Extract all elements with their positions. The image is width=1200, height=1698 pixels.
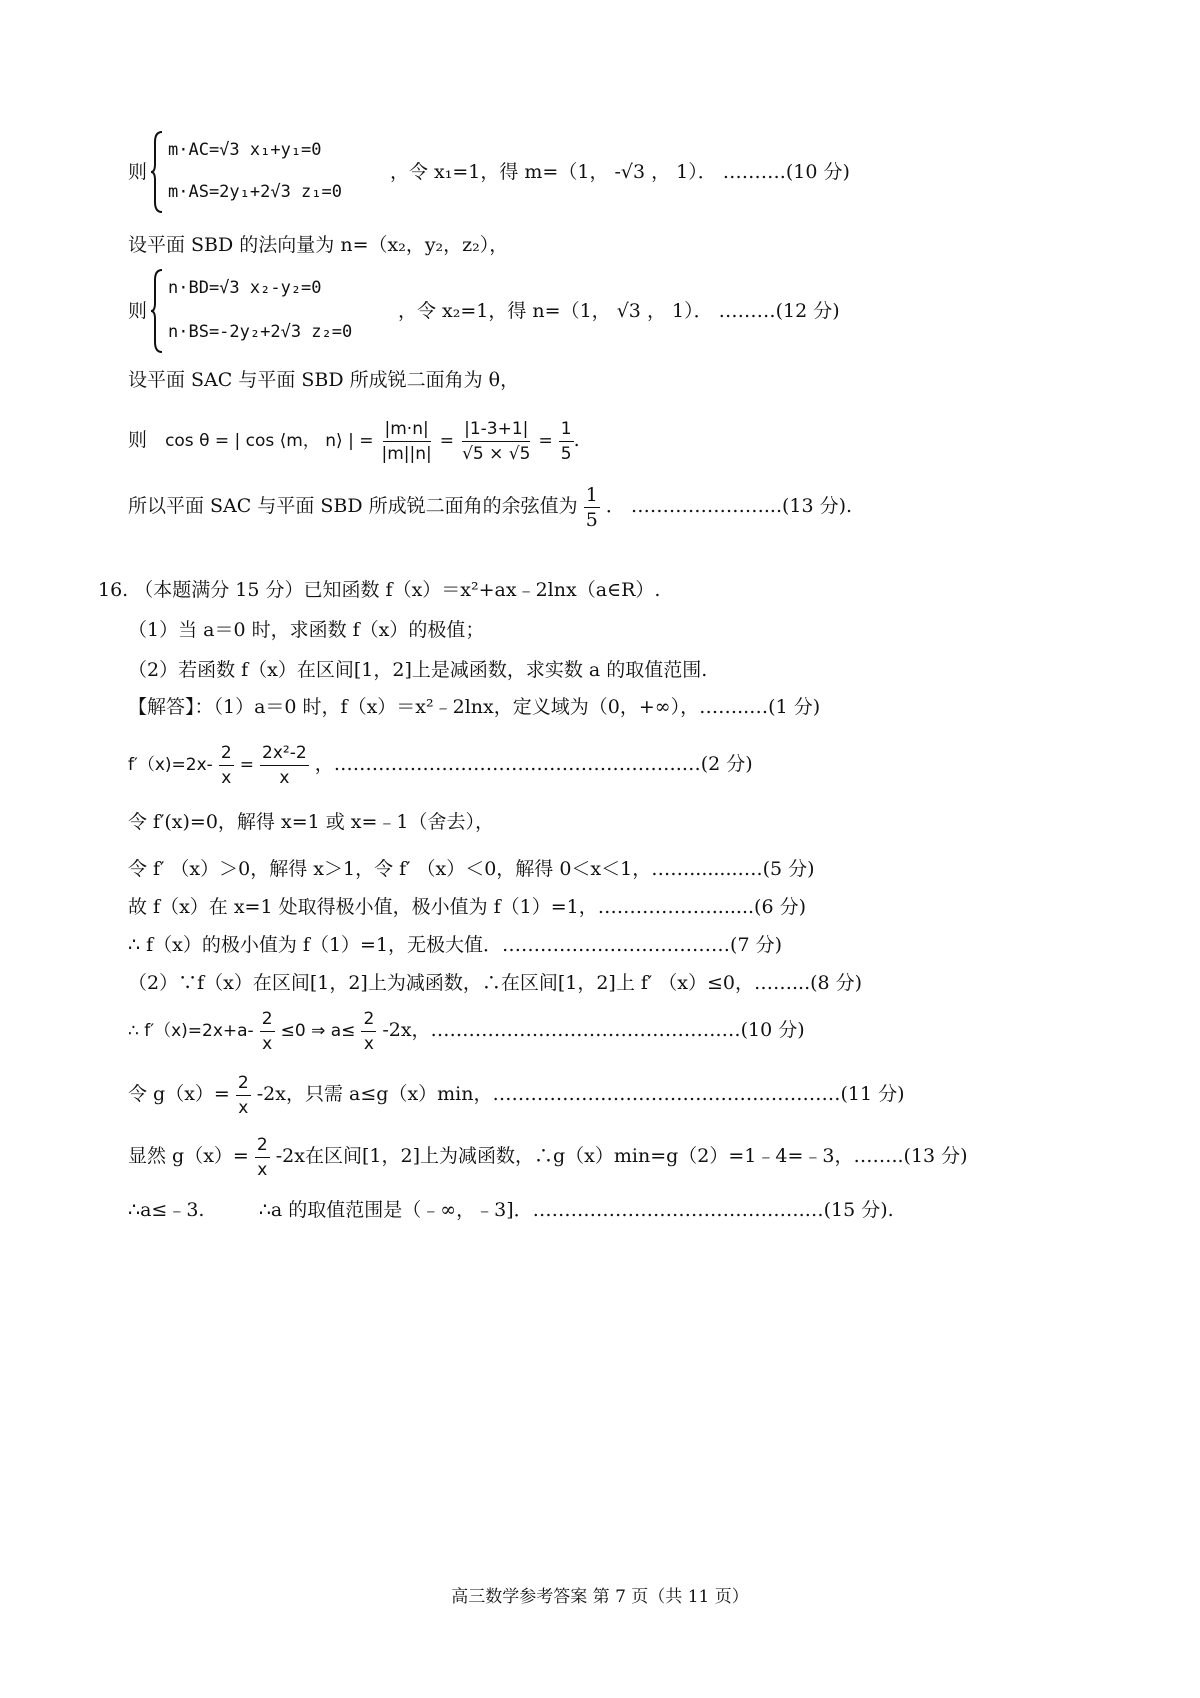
equation-m-as: m·AS=2y₁+2√3 z₁=0: [168, 182, 342, 202]
left-brace-icon: [150, 130, 164, 214]
line-2-points: ，……………………………………………….…(2 分): [314, 753, 753, 775]
answer-line-7: ∴ f（x）的极小值为 f（1）=1，无极大值．………………………………(7 分): [128, 934, 782, 956]
answer-line-8: （2）∵f（x）在区间[1，2]上为减函数，∴在区间[1，2]上 f′ （x）≤0，……...(8 分): [128, 972, 863, 994]
answer-line-5: 令 f′ （x）＞0，解得 x＞1，令 f′ （x）＜0，解得 0＜x＜1，……........….(5 分): [128, 858, 815, 880]
fraction-denominator: 5: [585, 508, 598, 531]
line-11-points: -2x，只需 a≤g（x）min，…………………………………….…………(11 分): [256, 1083, 905, 1105]
cos-theta-formula: 则 cos θ = | cos ⟨m， n⟩ | = $\frac{|m\cdot n|}{|m||n|}$ = $\frac{|1-3+1|}{√5 \times √5}$ = $\frac{1}{5}$ .: [128, 418, 580, 464]
question-16-part-1: （1）当 a＝0 时，求函数 f（x）的极值；: [128, 619, 485, 641]
left-brace-icon: [150, 268, 164, 354]
answer-derivative: [128, 736, 753, 793]
fraction-2x2-minus-2: [260, 741, 309, 790]
line-12-points: ，令 x₂=1，得 n=（1， √3 ， 1）． ………(12 分): [398, 300, 840, 322]
fraction-denominator: 5: [560, 443, 572, 464]
fraction-numerator: 2: [260, 1007, 275, 1032]
fraction-denominator: |m||n|: [381, 443, 432, 464]
line-13b-points: -2x在区间[1，2]上为减函数，∴g（x）min=g（2）=1﹣4=﹣3，……..(13 分): [275, 1145, 968, 1167]
equation-system-m: [150, 130, 380, 214]
fraction-numerator: 1: [559, 417, 574, 442]
fraction-2-over-x: [219, 741, 234, 790]
answer-line-6: 故 f（x）在 x=1 处取得极小值，极小值为 f（1）=1，……………….......(6 分): [128, 896, 806, 918]
g-obvious: 显然 g（x）=: [128, 1145, 249, 1167]
fraction-2-over-x: [236, 1071, 251, 1120]
line-angle-theta: 设平面 SAC 与平面 SBD 所成锐二面角为 θ，: [128, 369, 520, 391]
fraction-values: [460, 417, 532, 466]
fraction-numerator: 2: [361, 1007, 376, 1032]
fraction-numerator: |m·n|: [383, 417, 431, 442]
fraction-numerator: 2: [236, 1071, 251, 1096]
equals-sign: =: [239, 755, 254, 775]
fraction-numerator: 2: [255, 1133, 270, 1158]
fraction-2-over-x: [260, 1007, 275, 1056]
fraction-numerator: 1: [585, 483, 598, 506]
ze-label-3: 则: [128, 429, 148, 451]
cos-lhs: cos θ = | cos ⟨m， n⟩ | =: [165, 431, 374, 451]
answer-line-11: [128, 1066, 905, 1122]
equation-m-ac: m·AC=√3 x₁+y₁=0: [168, 140, 322, 160]
fraction-2-over-x: [255, 1133, 270, 1182]
derivative-expression: ∴ f′（x)=2x+a-: [128, 1021, 254, 1041]
equation-n-bs: n·BS=-2y₂+2√3 z₂=0: [168, 322, 353, 342]
fraction-denominator: √5 × √5: [462, 443, 531, 464]
answer-line-3: 令 f′(x)=0，解得 x=1 或 x=﹣1（舍去），: [128, 811, 495, 833]
line-13-conclusion: [128, 478, 852, 534]
fraction-one-fifth: [584, 483, 600, 532]
equation-system-n: [150, 268, 390, 354]
fraction-2-over-x: [361, 1007, 376, 1056]
fraction-denominator: x: [363, 1033, 374, 1054]
conclusion-text: 所以平面 SAC 与平面 SBD 所成锐二面角的余弦值为: [128, 495, 578, 517]
fraction-denominator: x: [279, 767, 290, 788]
fraction-mn: [380, 417, 434, 466]
equation-n-bd: n·BD=√3 x₂-y₂=0: [168, 278, 322, 298]
line-10-points: ，令 x₁=1，得 m=（1， -√3 ， 1）． ……….(10 分): [390, 161, 850, 183]
answer-line-15: ∴a≤﹣3. ∴a 的取值范围是（﹣∞，﹣3]．…………………………………….…(15 分).: [128, 1199, 894, 1221]
line-13-points: ． …………………...(13 分).: [605, 495, 853, 517]
line-10b-points: -2x，……………………………………….…(10 分): [382, 1019, 805, 1041]
fraction-numerator: 2: [219, 741, 234, 766]
fraction-denominator: x: [262, 1033, 273, 1054]
g-definition: 令 g（x）=: [128, 1083, 230, 1105]
line-sbd-normal: 设平面 SBD 的法向量为 n=（x₂，y₂，z₂），: [128, 234, 509, 256]
answer-line-13: [128, 1128, 968, 1184]
fraction-denominator: x: [221, 767, 232, 788]
fraction-denominator: x: [238, 1097, 249, 1118]
inequality-implies: ≤0 ⇒ a≤: [280, 1021, 356, 1041]
question-16-title: 16. （本题满分 15 分）已知函数 f（x）＝x²+ax﹣2lnx（a∈R）.: [98, 579, 661, 601]
derivative-lhs: f′（x)=2x-: [128, 755, 213, 775]
answer-line-10: [128, 1002, 805, 1059]
ze-label-2: 则: [128, 300, 148, 322]
fraction-numerator: 2x²-2: [260, 741, 309, 766]
fraction-denominator: x: [257, 1159, 268, 1180]
ze-label-1: 则: [128, 161, 148, 183]
answer-line-1: 【解答】：（1）a＝0 时，f（x）＝x²﹣2lnx，定义域为（0，+∞），……..…(1 分): [128, 696, 821, 718]
question-16-part-2: （2）若函数 f（x）在区间[1，2]上是减函数，求实数 a 的取值范围.: [128, 659, 708, 681]
fraction-result: [559, 417, 574, 466]
fraction-numerator: |1-3+1|: [462, 417, 530, 442]
page-footer: 高三数学参考答案 第 7 页（共 11 页）: [451, 1587, 749, 1607]
